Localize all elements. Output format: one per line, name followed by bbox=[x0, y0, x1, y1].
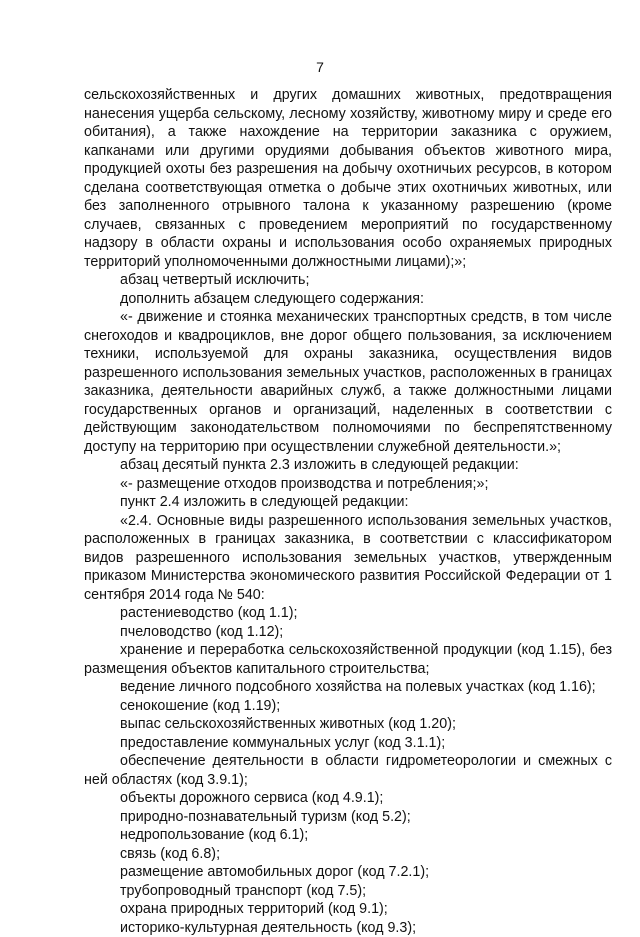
list-item: объекты дорожного сервиса (код 4.9.1); bbox=[84, 789, 612, 808]
paragraph-continuation: сельскохозяйственных и других домашних животных, предотвращения нанесения ущерба сельскому, лесному хозяйству, животному миру и среде его обитания), а также нахождение на территории заказника с оружием, капканами или другими орудиями добывания объектов животного мира, продукцией охоты без разрешения на добычу охотничьих ресурсов, в котором сделана соответствующая отметка о добыче этих охотничьих животных, или без заполненного отрывного талона к указанному разрешению (кроме случаев, связанных с проведением мероприятий по государственному надзору в области охраны и использования особо охраняемых природных территорий уполномоченными должностными лицами);»; bbox=[84, 86, 612, 271]
list-item: трубопроводный транспорт (код 7.5); bbox=[84, 882, 612, 901]
list-item: размещение автомобильных дорог (код 7.2.1); bbox=[84, 863, 612, 882]
list-item: природно-познавательный туризм (код 5.2); bbox=[84, 808, 612, 827]
list-item: историко-культурная деятельность (код 9.3); bbox=[84, 919, 612, 937]
paragraph-point-2-3: абзац десятый пункта 2.3 изложить в следующей редакции: bbox=[84, 456, 612, 475]
list-item: пчеловодство (код 1.12); bbox=[84, 623, 612, 642]
paragraph-vehicle-ban: «- движение и стоянка механических транспортных средств, в том числе снегоходов и квадроциклов, вне дорог общего пользования, за исключением техники, используемой для охраны заказника, осуществления видов разрешенного использования земельных участков, расположенных в границах заказника, деятельности аварийных служб, а также должностными лицами государственных органов и организаций, наделенных в соответствии с действующим законодательством полномочиями по беспрепятственному доступу на территорию при осуществлении служебной деятельности.»; bbox=[84, 308, 612, 456]
list-item: связь (код 6.8); bbox=[84, 845, 612, 864]
list-item: предоставление коммунальных услуг (код 3.1.1); bbox=[84, 734, 612, 753]
paragraph-land-use-intro: «2.4. Основные виды разрешенного использования земельных участков, расположенных в границах заказника, в соответствии с классификатором видов разрешенного использования земельных участков, утвержденным приказом Министерства экономического развития Российской Федерации от 1 сентября 2014 года № 540: bbox=[84, 512, 612, 605]
list-item: обеспечение деятельности в области гидрометеорологии и смежных с ней областях (код 3.9.1); bbox=[84, 752, 612, 789]
list-item: растениеводство (код 1.1); bbox=[84, 604, 612, 623]
page-number: 7 bbox=[0, 58, 640, 76]
paragraph-add-intro: дополнить абзацем следующего содержания: bbox=[84, 290, 612, 309]
paragraph-waste: «- размещение отходов производства и потребления;»; bbox=[84, 475, 612, 494]
document-body bbox=[84, 86, 612, 937]
list-item: охрана природных территорий (код 9.1); bbox=[84, 900, 612, 919]
list-item: выпас сельскохозяйственных животных (код 1.20); bbox=[84, 715, 612, 734]
paragraph-point-2-4: пункт 2.4 изложить в следующей редакции: bbox=[84, 493, 612, 512]
list-item: хранение и переработка сельскохозяйственной продукции (код 1.15), без размещения объектов капитального строительства; bbox=[84, 641, 612, 678]
list-item: сенокошение (код 1.19); bbox=[84, 697, 612, 716]
list-item: ведение личного подсобного хозяйства на полевых участках (код 1.16); bbox=[84, 678, 612, 697]
paragraph-exclude-fourth: абзац четвертый исключить; bbox=[84, 271, 612, 290]
list-item: недропользование (код 6.1); bbox=[84, 826, 612, 845]
